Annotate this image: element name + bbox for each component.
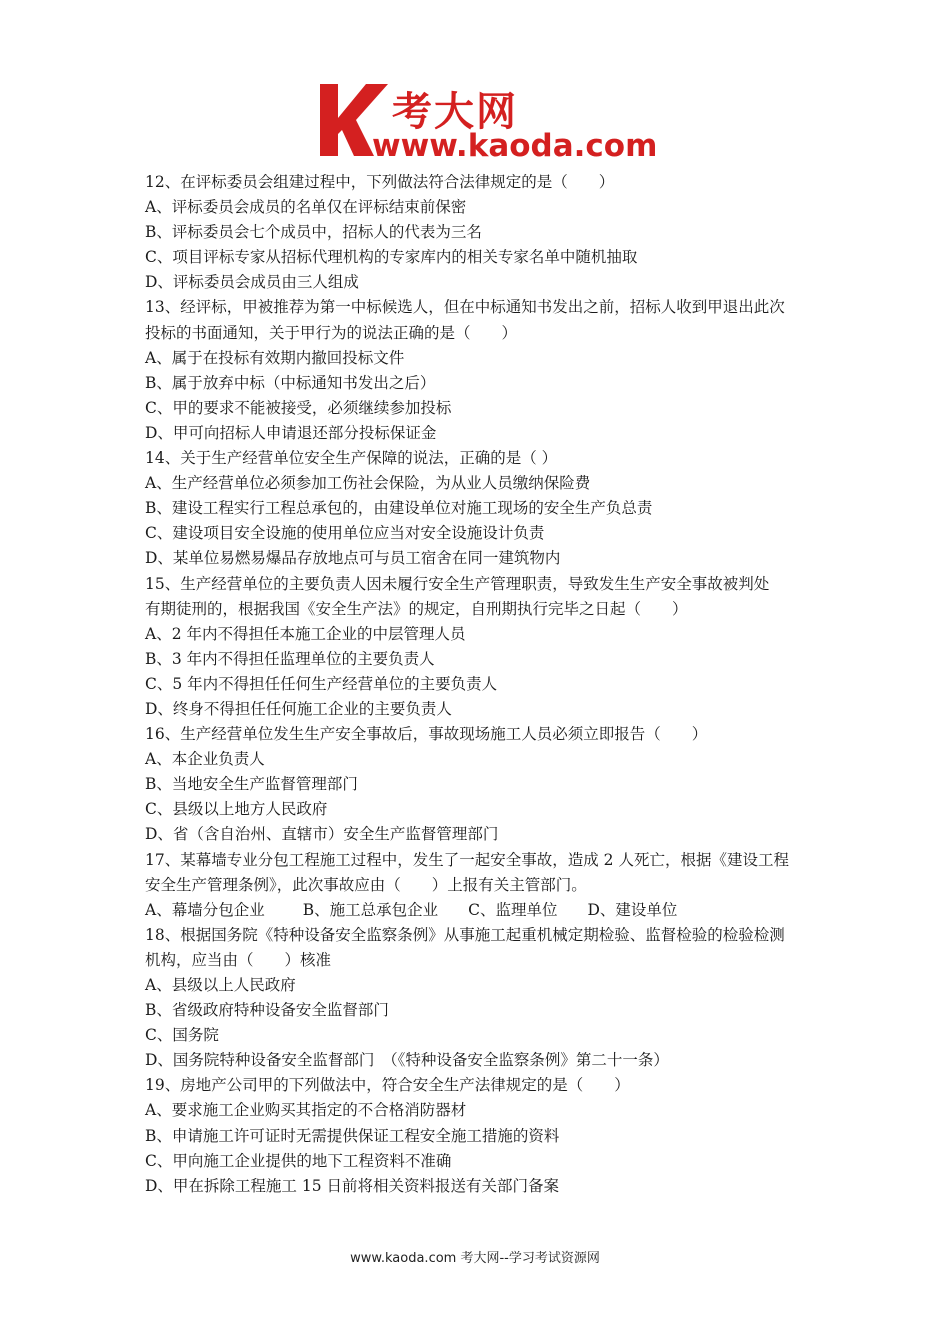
question-block: [145, 170, 817, 295]
answer-option: D、甲在拆除工程施工 15 日前将相关资料报送有关部门备案: [145, 1176, 560, 1195]
logo-brand-name: 考大网: [392, 89, 518, 135]
answer-option: D、终身不得担任任何施工企业的主要负责人: [145, 699, 452, 718]
answer-option: A、县级以上人民政府: [145, 976, 296, 994]
answer-option: B、省级政府特种设备安全监督部门: [145, 1001, 389, 1020]
answer-option: D、省（含自治州、直辖市）安全生产监督管理部门: [145, 825, 499, 844]
answer-option: C、5 年内不得担任任何生产经营单位的主要负责人: [145, 674, 498, 693]
question-block: [145, 923, 817, 1074]
question-stem-line: 15、生产经营单位的主要负责人因未履行安全生产管理职责，导致发生生产安全事故被判处: [145, 574, 770, 593]
kaoda-logo: [316, 78, 658, 166]
answer-option: C、县级以上地方人民政府: [145, 800, 328, 819]
answer-option: C、项目评标专家从招标代理机构的专家库内的相关专家名单中随机抽取: [145, 248, 638, 267]
answer-option: B、3 年内不得担任监理单位的主要负责人: [145, 649, 435, 668]
answer-option: C、监理单位: [468, 900, 558, 919]
answer-option: A、评标委员会成员的名单仅在评标结束前保密: [145, 198, 467, 217]
answer-option: D、建设单位: [587, 900, 678, 919]
answer-option: B、当地安全生产监督管理部门: [145, 775, 358, 794]
page-footer: www.kaoda.com 考大网--学习考试资源网: [350, 1251, 600, 1266]
answer-option: A、幕墙分包企业: [145, 900, 265, 919]
question-stem-line: 有期徒刑的，根据我国《安全生产法》的规定，自刑期执行完毕之日起（ ）: [145, 599, 688, 618]
answer-option: C、甲的要求不能被接受，必须继续参加投标: [145, 398, 452, 417]
answer-option: C、国务院: [145, 1026, 219, 1045]
question-block: [145, 1073, 817, 1198]
logo-brand-url: www.kaoda.com: [372, 128, 658, 164]
answer-option: D、评标委员会成员由三人组成: [145, 273, 359, 292]
question-stem-line: 安全生产管理条例》，此次事故应由（ ）上报有关主管部门。: [145, 875, 587, 894]
question-stem-line: 17、某幕墙专业分包工程施工过程中，发生了一起安全事故，造成 2 人死亡，根据《建设工程: [145, 850, 789, 869]
question-stem-line: 13、经评标，甲被推荐为第一中标候选人，但在中标通知书发出之前，招标人收到甲退出此次: [145, 298, 785, 317]
question-stem-line: 12、在评标委员会组建过程中，下列做法符合法律规定的是（ ）: [145, 173, 615, 191]
answer-option: A、属于在投标有效期内撤回投标文件: [145, 348, 405, 367]
answer-option: A、要求施工企业购买其指定的不合格消防器材: [145, 1101, 467, 1120]
answer-option-row: [145, 898, 817, 923]
question-stem-line: 投标的书面通知，关于甲行为的说法正确的是（ ）: [145, 323, 518, 342]
answer-option: B、申请施工许可证时无需提供保证工程安全施工措施的资料: [145, 1126, 560, 1145]
answer-option: B、评标委员会七个成员中，招标人的代表为三名: [145, 223, 482, 242]
question-list: [145, 170, 817, 1199]
answer-option: A、2 年内不得担任本施工企业的中层管理人员: [145, 624, 466, 643]
answer-option: B、施工总承包企业: [302, 900, 439, 919]
question-stem-line: 14、关于生产经营单位安全生产保障的说法，正确的是（ ）: [145, 449, 558, 468]
question-block: [145, 446, 817, 571]
question-stem-line: 18、根据国务院《特种设备安全监察条例》从事施工起重机械定期检验、监督检验的检验检测: [145, 925, 785, 944]
answer-option: A、本企业负责人: [145, 750, 265, 769]
question-block: [145, 295, 817, 446]
question-stem-line: 16、生产经营单位发生生产安全事故后，事故现场施工人员必须立即报告（ ）: [145, 725, 708, 744]
answer-option: D、国务院特种设备安全监督部门 （《特种设备安全监察条例》第二十一条）: [145, 1051, 669, 1070]
question-block: [145, 572, 817, 723]
question-block: [145, 848, 817, 923]
answer-option: D、甲可向招标人申请退还部分投标保证金: [145, 423, 437, 442]
answer-option: D、某单位易燃易爆品存放地点可与员工宿舍在同一建筑物内: [145, 549, 561, 568]
question-block: [145, 722, 817, 847]
question-stem-line: 19、房地产公司甲的下列做法中，符合安全生产法律规定的是（ ）: [145, 1076, 630, 1095]
answer-option: B、属于放弃中标（中标通知书发出之后）: [145, 373, 436, 392]
answer-option: A、生产经营单位必须参加工伤社会保险，为从业人员缴纳保险费: [145, 474, 591, 493]
answer-option: C、建设项目安全设施的使用单位应当对安全设施设计负责: [145, 524, 545, 543]
answer-option: B、建设工程实行工程总承包的，由建设单位对施工现场的安全生产负总责: [145, 499, 653, 518]
answer-option: C、甲向施工企业提供的地下工程资料不准确: [145, 1151, 452, 1170]
question-stem-line: 机构，应当由（ ）核准: [145, 950, 332, 969]
